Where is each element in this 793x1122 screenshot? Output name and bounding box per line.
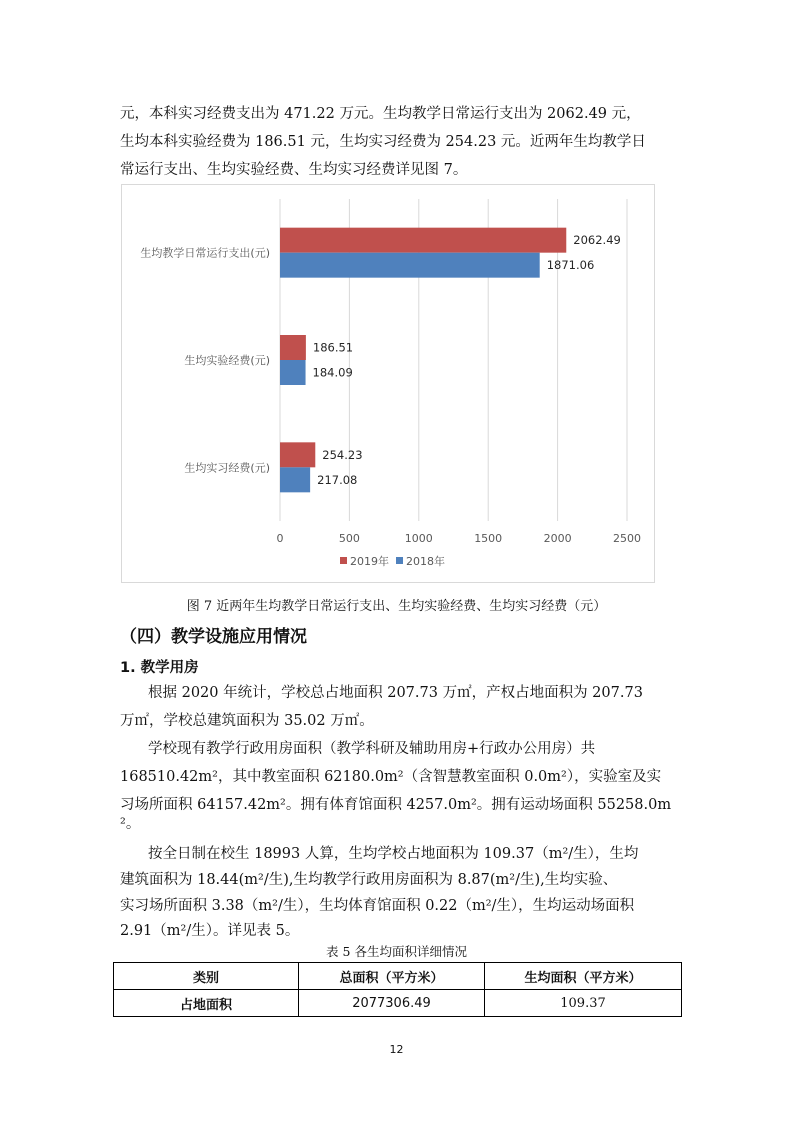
category-label: 生均教学日常运行支出(元) (140, 246, 270, 260)
data-label: 217.08 (317, 472, 358, 487)
p3-line-1: 按全日制在校生 18993 人算，生均学校占地面积为 109.37（m²/生），生均 (148, 846, 639, 862)
category-label: 生均实验经费(元) (184, 354, 270, 367)
table-header-row (114, 963, 682, 990)
p2-line-3: 习场所面积 64157.42m²。拥有体育馆面积 4257.0m²。拥有运动场面积 55258.0m (120, 797, 672, 813)
data-label: 184.09 (312, 365, 353, 380)
intro-line-1: 元，本科实习经费支出为 471.22 万元。生均教学日常运行支出为 2062.49 元， (120, 106, 641, 122)
figure-7-chart (121, 184, 655, 583)
legend-label: 2019年 (350, 555, 389, 568)
bar-1-0 (280, 253, 540, 278)
x-tick-label: 1500 (474, 532, 503, 545)
table-header: 类别 (114, 963, 299, 990)
p1-line-2: 万㎡，学校总建筑面积为 35.02 万㎡。 (120, 713, 374, 729)
data-label: 1871.06 (546, 258, 595, 273)
p2-line-2: 168510.42m²，其中教室面积 62180.0m²（含智慧教室面积 0.0m²），实验室及实 (120, 769, 662, 785)
bar-0-0 (280, 228, 566, 253)
p2-line-1: 学校现有教学行政用房面积（教学科研及辅助用房+行政办公用房）共 (148, 741, 596, 757)
p1-line-1: 根据 2020 年统计，学校总占地面积 207.73 万㎡，产权占地面积为 207.73 (148, 685, 643, 701)
p3-line-4: 2.91（m²/生）。详见表 5。 (120, 923, 300, 939)
data-label: 186.51 (312, 340, 354, 355)
p2-line-4: ²。 (120, 816, 141, 832)
data-label: 2062.49 (573, 233, 621, 248)
bar-0-1 (280, 335, 306, 360)
table-header: 总面积（平方米） (299, 963, 485, 990)
table-row (114, 990, 682, 1017)
legend-swatch (396, 557, 403, 564)
bar-1-1 (280, 360, 306, 385)
p3-line-2: 建筑面积为 18.44(m²/生),生均教学行政用房面积为 8.87(m²/生),生均实验、 (120, 872, 618, 888)
p3-line-3: 实习场所面积 3.38（m²/生），生均体育馆面积 0.22（m²/生），生均运动场面积 (120, 898, 635, 914)
bar-chart (122, 185, 656, 584)
x-tick-label: 0 (276, 532, 284, 545)
bar-0-2 (280, 442, 315, 467)
x-tick-label: 500 (338, 532, 360, 545)
x-tick-label: 2000 (543, 532, 572, 545)
area-table (113, 962, 682, 1017)
table-cell: 2077306.49 (299, 990, 485, 1017)
table-header: 生均面积（平方米） (485, 963, 682, 990)
data-label: 254.23 (322, 447, 363, 462)
intro-line-2: 生均本科实验经费为 186.51 元，生均实习经费为 254.23 元。近两年生均教学日 (120, 134, 646, 150)
table-cell: 占地面积 (114, 990, 299, 1017)
page-number: 12 (389, 1043, 404, 1056)
subheading-teaching-rooms: 1. 教学用房 (120, 660, 199, 676)
legend-swatch (340, 557, 347, 564)
legend-label: 2018年 (406, 555, 445, 568)
x-tick-label: 2500 (613, 532, 641, 545)
intro-line-3: 常运行支出、生均实验经费、生均实习经费详见图 7。 (120, 162, 468, 178)
figure-caption: 图 7 近两年生均教学日常运行支出、生均实验经费、生均实习经费（元） (186, 599, 607, 614)
section-heading: （四）教学设施应用情况 (120, 627, 307, 647)
category-label: 生均实习经费(元) (184, 461, 270, 475)
x-tick-label: 1000 (404, 532, 433, 545)
bar-1-2 (280, 467, 310, 492)
table-cell: 109.37 (485, 990, 682, 1017)
table-caption: 表 5 各生均面积详细情况 (326, 944, 467, 959)
